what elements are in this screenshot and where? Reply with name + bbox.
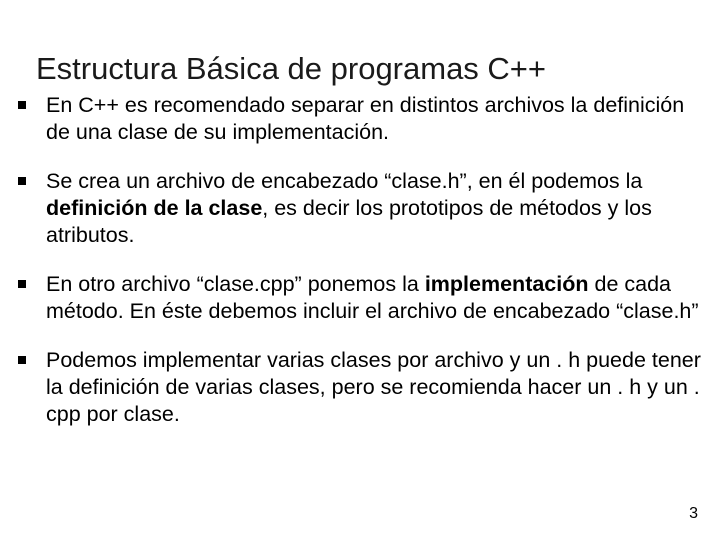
bullet-text-bold-segment: implementación [424, 272, 589, 296]
bullet-text-segment: Se crea un archivo de encabezado “clase.h”, en él podemos la [46, 169, 643, 193]
bullet-item [18, 271, 708, 325]
page-number: 3 [689, 505, 698, 522]
bullet-item [18, 347, 708, 428]
bullet-text-bold-segment: definición de la clase [46, 196, 263, 220]
bullet-text-segment: de cada método. En éste debemos incluir el archivo de encabezado “clase.h” [46, 272, 699, 323]
bullet-text [46, 169, 652, 247]
bullet-text-segment: , es decir los prototipos de métodos y los atributos. [46, 196, 652, 247]
slide-title: Estructura Básica de programas C++ [36, 50, 547, 86]
bullet-text-segment: En otro archivo “clase.cpp” ponemos la [46, 272, 425, 296]
bullet-text [46, 348, 701, 426]
bullet-text [46, 272, 699, 323]
square-bullet-icon [18, 280, 26, 288]
bullet-text-segment: En C++ es recomendado separar en distintos archivos la definición de una clase de su implementación. [46, 93, 685, 144]
bullet-list [18, 92, 708, 450]
square-bullet-icon [18, 356, 26, 364]
bullet-item [18, 92, 708, 146]
bullet-text-segment: Podemos implementar varias clases por archivo y un . h puede tener la definición de varias clases, pero se recomienda hacer un . h y un . cpp por clase. [46, 348, 701, 426]
square-bullet-icon [18, 101, 26, 109]
square-bullet-icon [18, 177, 26, 185]
bullet-item [18, 168, 708, 249]
bullet-text [46, 93, 684, 144]
